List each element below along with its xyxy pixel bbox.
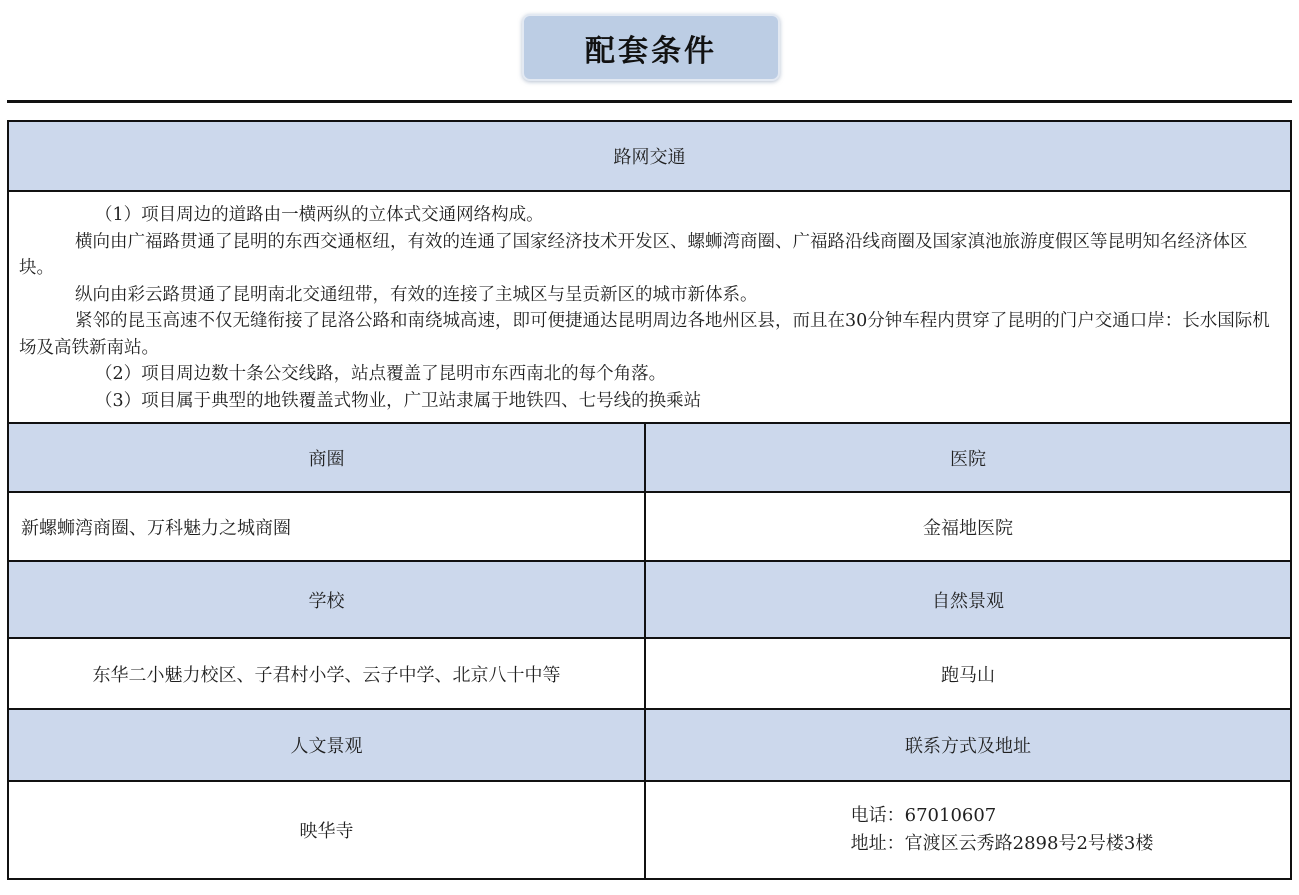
school-heading: 学校 (8, 561, 645, 638)
hospital-heading: 医院 (645, 423, 1291, 492)
scenery-heading: 自然景观 (645, 561, 1291, 638)
section-heading-row (8, 423, 1291, 492)
shopping-value: 新螺蛳湾商圈、万科魅力之城商圈 (8, 492, 645, 561)
phone-text: 电话：67010607 (850, 805, 997, 826)
section-heading-row (8, 709, 1291, 781)
traffic-paragraph: 紧邻的昆玉高速不仅无缝衔接了昆洛公路和南绕城高速，即可便捷通达昆明周边各地州区县，而且在30分钟车程内贯穿了昆明的门户交通口岸：长水国际机场及高铁新南站。 (19, 311, 1270, 358)
hospital-value: 金福地医院 (645, 492, 1291, 561)
section-value-row (8, 638, 1291, 709)
traffic-heading-row (8, 121, 1291, 191)
title-divider (7, 100, 1292, 103)
traffic-paragraph: 横向由广福路贯通了昆明的东西交通枢纽，有效的连通了国家经济技术开发区、螺蛳湾商圈、广福路沿线商圈及国家滇池旅游度假区等昆明知名经济体区块。 (19, 231, 1248, 278)
section-value-row (8, 492, 1291, 561)
amenities-table (7, 120, 1292, 880)
contact-value (645, 781, 1291, 879)
traffic-paragraph: （1）项目周边的道路由一横两纵的立体式交通网络构成。 (95, 205, 544, 225)
traffic-description (8, 191, 1291, 423)
shopping-heading: 商圈 (8, 423, 645, 492)
culture-value: 映华寺 (8, 781, 645, 879)
traffic-paragraph: （3）项目属于典型的地铁覆盖式物业，广卫站隶属于地铁四、七号线的换乘站 (95, 390, 702, 411)
address-text: 地址：官渡区云秀路2898号2号楼3楼 (850, 833, 1154, 854)
traffic-paragraph: （2）项目周边数十条公交线路，站点覆盖了昆明市东西南北的每个角落。 (95, 364, 667, 384)
traffic-description-row (8, 191, 1291, 423)
section-value-row (8, 781, 1291, 879)
school-value: 东华二小魅力校区、子君村小学、云子中学、北京八十中等 (8, 638, 645, 709)
traffic-paragraph: 纵向由彩云路贯通了昆明南北交通纽带，有效的连接了主城区与呈贡新区的城市新体系。 (75, 284, 758, 305)
section-heading-row (8, 561, 1291, 638)
page-title: 配套条件 (522, 14, 780, 81)
contact-block (851, 802, 1154, 858)
traffic-heading: 路网交通 (8, 121, 1291, 191)
contact-heading: 联系方式及地址 (645, 709, 1291, 781)
scenery-value: 跑马山 (645, 638, 1291, 709)
culture-heading: 人文景观 (8, 709, 645, 781)
